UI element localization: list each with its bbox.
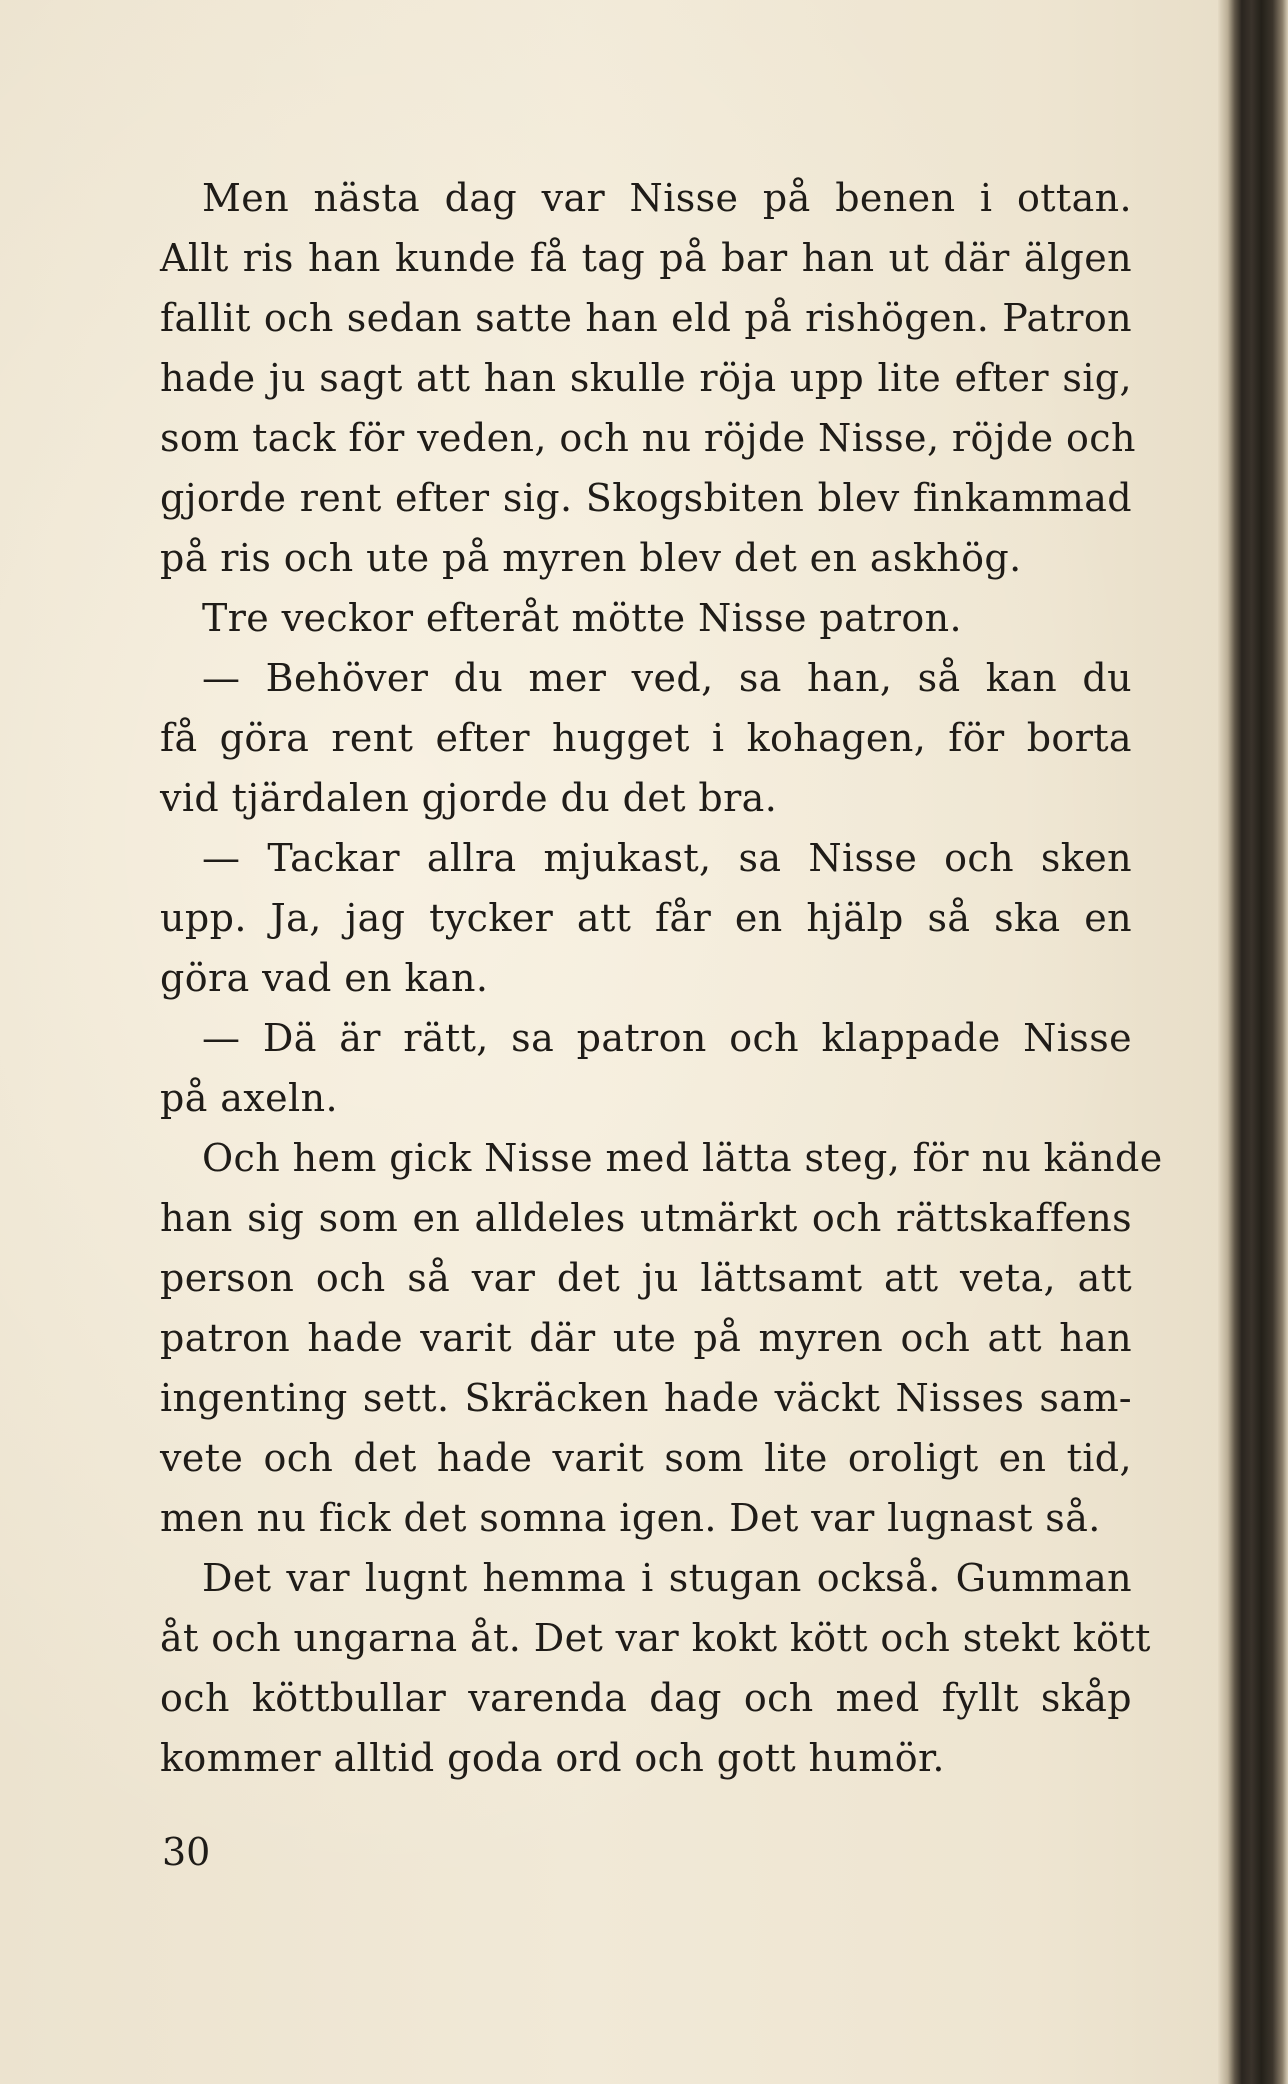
text-line: — Behöver du mer ved, sa han, så kan du xyxy=(202,656,1132,700)
text-line: vid tjärdalen gjorde du det bra. xyxy=(160,776,778,820)
text-line: Det var lugnt hemma i stugan också. Gumman xyxy=(202,1556,1132,1600)
text-line: gjorde rent efter sig. Skogsbiten blev finkammad xyxy=(160,476,1132,520)
text-line: göra vad en kan. xyxy=(160,956,489,1000)
text-line: — Dä är rätt, sa patron och klappade Nisse xyxy=(202,1016,1132,1060)
body-text xyxy=(160,168,1163,1788)
text-line: upp. Ja, jag tycker att får en hjälp så ska en xyxy=(160,896,1132,940)
text-line: Allt ris han kunde få tag på bar han ut där älgen xyxy=(160,236,1132,280)
text-line: åt och ungarna åt. Det var kokt kött och stekt kött xyxy=(160,1616,1151,1660)
text-line: kommer alltid goda ord och gott humör. xyxy=(160,1736,945,1780)
text-line: person och så var det ju lättsamt att veta, att xyxy=(160,1256,1132,1300)
page-number: 30 xyxy=(162,1830,211,1874)
text-line: vete och det hade varit som lite oroligt en tid, xyxy=(160,1436,1132,1480)
text-line: han sig som en alldeles utmärkt och rättskaffens xyxy=(160,1196,1132,1240)
text-line: patron hade varit där ute på myren och att han xyxy=(160,1316,1132,1360)
text-line: ingenting sett. Skräcken hade väckt Nisses sam- xyxy=(160,1376,1132,1420)
text-line: hade ju sagt att han skulle röja upp lite efter sig, xyxy=(160,356,1132,400)
text-line: Men nästa dag var Nisse på benen i ottan. xyxy=(202,176,1132,220)
text-line: på axeln. xyxy=(160,1076,338,1120)
text-line: — Tackar allra mjukast, sa Nisse och sken xyxy=(202,836,1132,880)
text-line: fallit och sedan satte han eld på rishögen. Patron xyxy=(160,296,1132,340)
book-spine-shadow xyxy=(1218,0,1288,2084)
text-line: Och hem gick Nisse med lätta steg, för nu kände xyxy=(202,1136,1163,1180)
text-line: Tre veckor efteråt mötte Nisse patron. xyxy=(202,596,962,640)
text-line: och köttbullar varenda dag och med fyllt skåp xyxy=(160,1676,1132,1720)
text-line: som tack för veden, och nu röjde Nisse, röjde och xyxy=(160,416,1136,460)
text-line: få göra rent efter hugget i kohagen, för borta xyxy=(160,716,1132,760)
text-line: på ris och ute på myren blev det en askhög. xyxy=(160,536,1022,580)
text-line: men nu fick det somna igen. Det var lugnast så. xyxy=(160,1496,1101,1540)
